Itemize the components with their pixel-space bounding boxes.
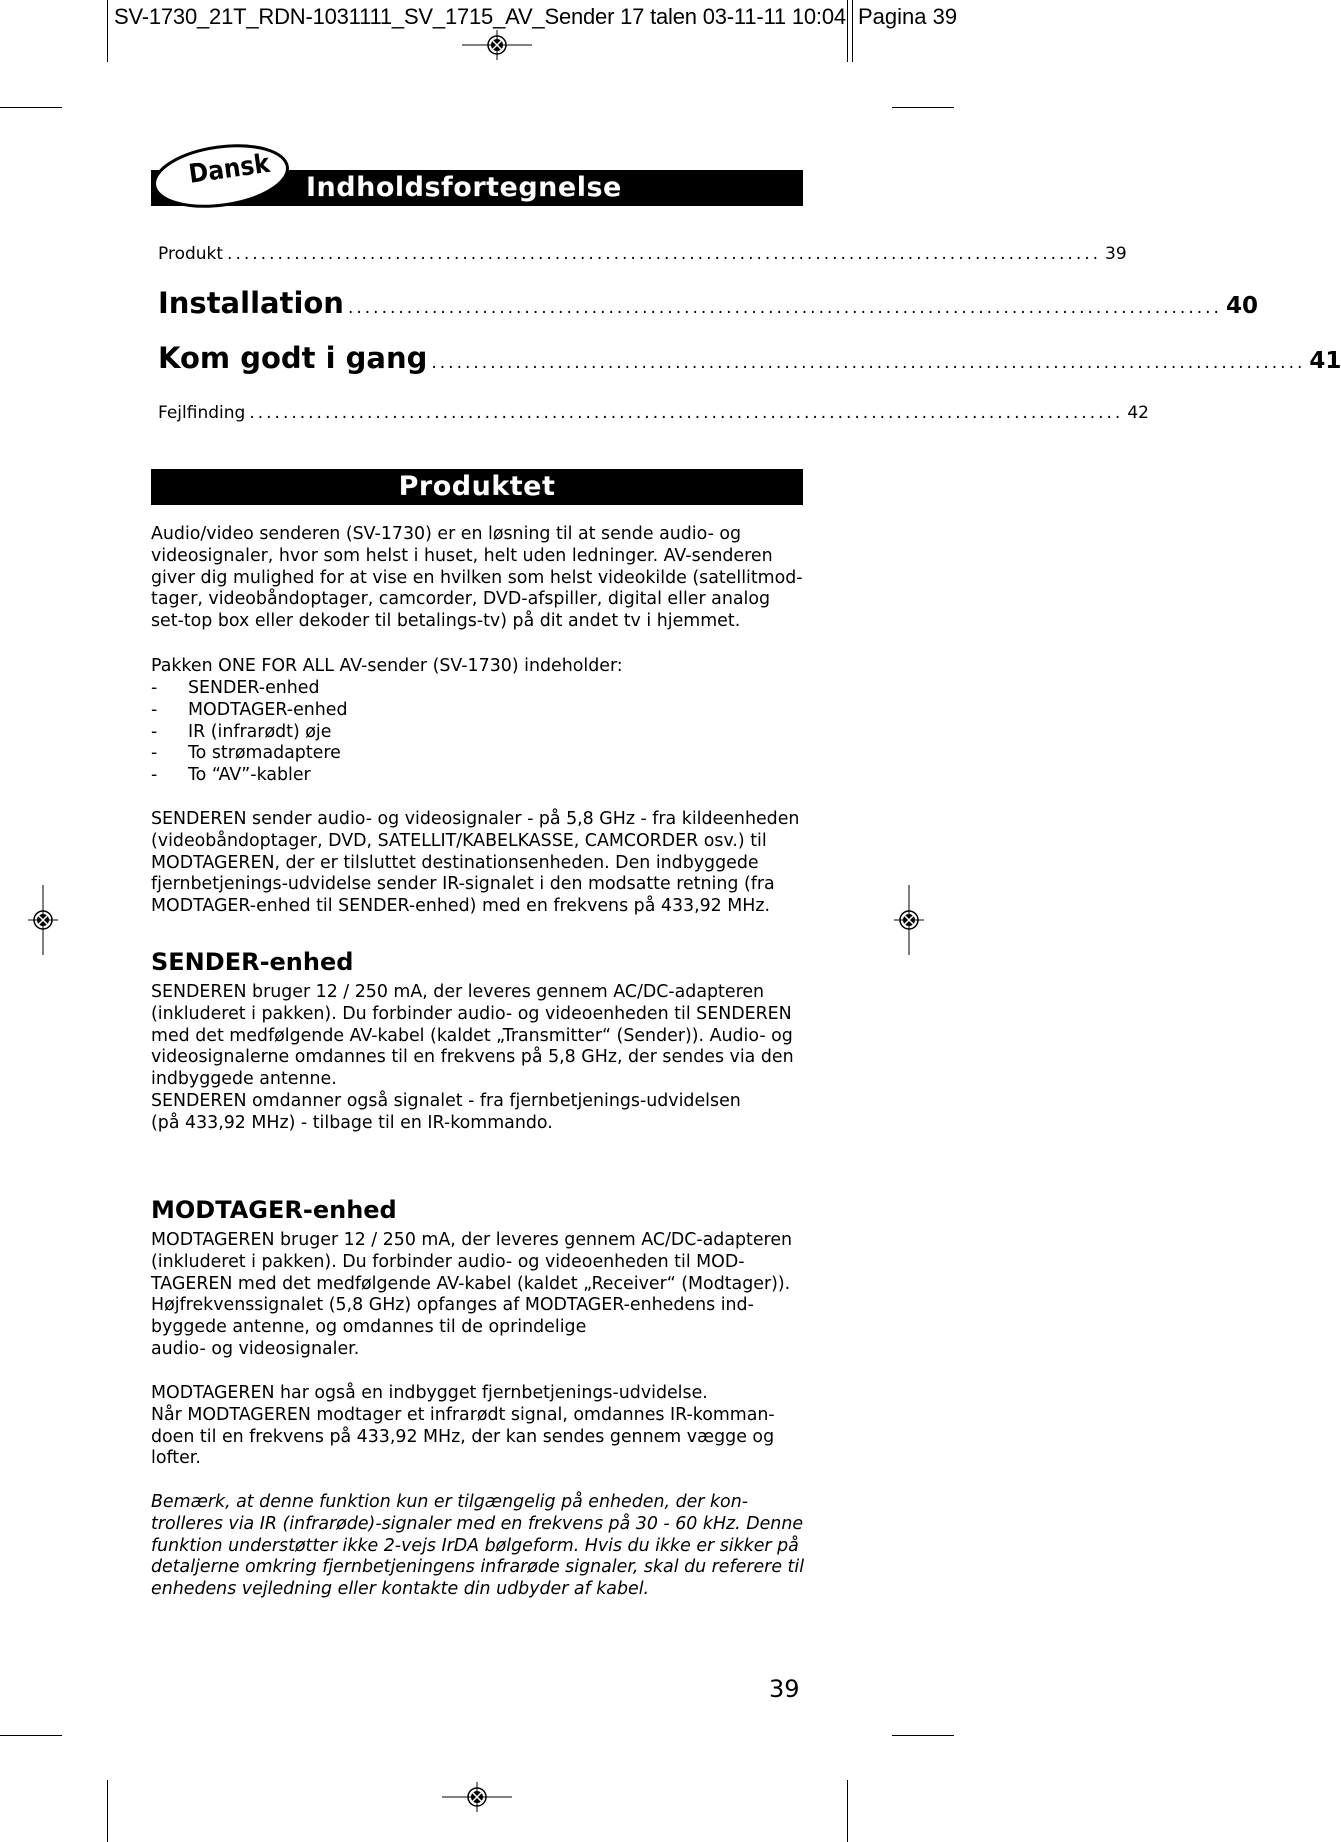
list-item bbox=[151, 700, 751, 722]
list-item-text: SENDER-enhed bbox=[188, 678, 320, 698]
toc-entry-page: 41 bbox=[1309, 348, 1341, 374]
list-item-text: To strømadaptere bbox=[188, 743, 341, 764]
toc-leader-dots: ........................................................................................................ bbox=[431, 353, 1306, 373]
receiver-body: MODTAGEREN bruger 12 / 250 mA, der leveres gennem AC/DC-adapteren (inkluderet i pakken). Du forbinder audio- og videoenheden til MOD- TAGEREN med det medfølgende AV-kabel (kaldet „Receiver“ (Modtager)). Højfrekvenssignalet (5,8 GHz) opfanges af MODTAGER-enhedens ind- byggede antenne, og omdannes til de oprindelige audio- og videosignaler. bbox=[151, 1230, 793, 1359]
package-list bbox=[151, 678, 751, 787]
crop-mark bbox=[0, 1735, 62, 1736]
toc-entry-label: Installation bbox=[158, 286, 344, 320]
list-dash: - bbox=[151, 678, 158, 698]
receiver-note: Bemærk, at denne funktion kun er tilgængelig på enheden, der kon- trolleres via IR (infrarøde)-signaler med en frekvens på 30 - 60 kHz. Denne funktion understøtter ikke 2-vejs IrDA bølgeform. Hvis du ikke er sikker på detaljerne omkring fjernbetjeningens infrarøde signaler, skal du referere til enhedens vejledning eller kontakte din udbyder af kabel. bbox=[151, 1492, 805, 1600]
toc-header bbox=[151, 142, 803, 206]
crop-mark bbox=[892, 107, 954, 108]
registration-mark-icon bbox=[894, 885, 924, 955]
page-number: 39 bbox=[769, 1675, 800, 1703]
package-line: Pakken ONE FOR ALL AV-sender (SV-1730) indeholder: bbox=[151, 656, 623, 676]
toc-entry bbox=[158, 341, 1341, 375]
list-item bbox=[151, 765, 751, 787]
toc-leader-dots: ........................................................................................................ bbox=[227, 244, 1102, 264]
toc-entry-label: Kom godt i gang bbox=[158, 341, 428, 375]
toc-entry-page: 39 bbox=[1105, 244, 1127, 264]
toc-entry-label: Produkt bbox=[158, 244, 224, 264]
list-dash: - bbox=[151, 765, 158, 786]
crop-mark bbox=[892, 1735, 954, 1736]
receiver-remote-extender: MODTAGEREN har også en indbygget fjernbetjenings-udvidelse. Når MODTAGEREN modtager et infrarødt signal, omdannes IR-komman- doen til en frekvens på 433,92 MHz, der kan sendes gennem vægge og lofter. bbox=[151, 1383, 775, 1469]
toc-leader-dots: ........................................................................................................ bbox=[347, 298, 1222, 318]
slug-file-label: SV-1730_21T_RDN-1031111_SV_1715_AV_Sender 17 talen 03-11-11 10:04 bbox=[114, 4, 846, 29]
sender-body: SENDEREN bruger 12 / 250 mA, der leveres gennem AC/DC-adapteren (inkluderet i pakken). Du forbinder audio- og videoenheden til SENDEREN med det medfølgende AV-kabel (kaldet „Transmitter“ (Sender)). Audio- og videosignalerne omdannes til en frekvens på 5,8 GHz, der sendes via den indbyggede antenne. SENDEREN omdanner også signalet - fra fjernbetjenings-udvidelsen (på 433,92 MHz) - tilbage til en IR-kommando. bbox=[151, 982, 794, 1133]
toc-title: Indholdsfortegnelse bbox=[306, 172, 622, 203]
print-slug bbox=[0, 0, 958, 30]
list-dash: - bbox=[151, 743, 158, 764]
toc-entry bbox=[158, 286, 1258, 320]
toc-entry-page: 42 bbox=[1127, 403, 1149, 423]
slug-page-label: Pagina 39 bbox=[858, 4, 958, 29]
product-intro: Audio/video senderen (SV-1730) er en løsning til at sende audio- og videosignaler, hvor som helst i huset, helt uden ledninger. AV-senderen giver dig mulighed for at vise en hvilken som helst videokilde (satellitmod- tager, videobåndoptager, camcorder, DVD-afspiller, digital eller analog set-top box eller dekoder til betalings-tv) på dit andet tv i hjemmet. bbox=[151, 524, 803, 632]
toc-entry-page: 40 bbox=[1225, 293, 1258, 319]
list-item-text: IR (infrarødt) øje bbox=[188, 721, 332, 742]
list-dash: - bbox=[151, 721, 158, 742]
registration-mark-icon bbox=[28, 885, 58, 955]
crop-mark bbox=[847, 1780, 848, 1842]
language-tab-label: Dansk bbox=[186, 148, 272, 190]
list-item-text: MODTAGER-enhed bbox=[188, 699, 348, 720]
crop-mark bbox=[107, 1780, 108, 1842]
registration-mark-icon bbox=[442, 1782, 512, 1812]
crop-mark bbox=[852, 0, 853, 62]
list-dash: - bbox=[151, 699, 158, 720]
toc-entry-label: Fejlfinding bbox=[158, 403, 246, 423]
section-title-produktet: Produktet bbox=[151, 469, 803, 505]
list-item-text: To “AV”-kabler bbox=[188, 765, 311, 786]
product-description: SENDEREN sender audio- og videosignaler - på 5,8 GHz - fra kildeenheden (videobåndoptager, DVD, SATELLIT/KABELKASSE, CAMCORDER osv.) til MODTAGEREN, der er tilsluttet destinationsenheden. Den indbyggede fjernbetjenings-udvidelse sender IR-signalet i den modsatte retning (fra MODTAGER-enhed til SENDER-enhed) med en frekvens på 433,92 MHz. bbox=[151, 809, 800, 917]
list-item bbox=[151, 722, 751, 744]
toc-entry bbox=[158, 403, 1149, 423]
sender-heading: SENDER-enhed bbox=[151, 948, 354, 976]
list-item bbox=[151, 743, 751, 765]
registration-mark-icon bbox=[462, 30, 532, 60]
toc-leader-dots: ........................................................................................................ bbox=[249, 403, 1124, 423]
receiver-heading: MODTAGER-enhed bbox=[151, 1196, 397, 1224]
crop-mark bbox=[107, 0, 108, 62]
crop-mark bbox=[0, 107, 62, 108]
toc-entry bbox=[158, 244, 1127, 264]
crop-mark bbox=[847, 0, 848, 62]
list-item bbox=[151, 678, 751, 700]
